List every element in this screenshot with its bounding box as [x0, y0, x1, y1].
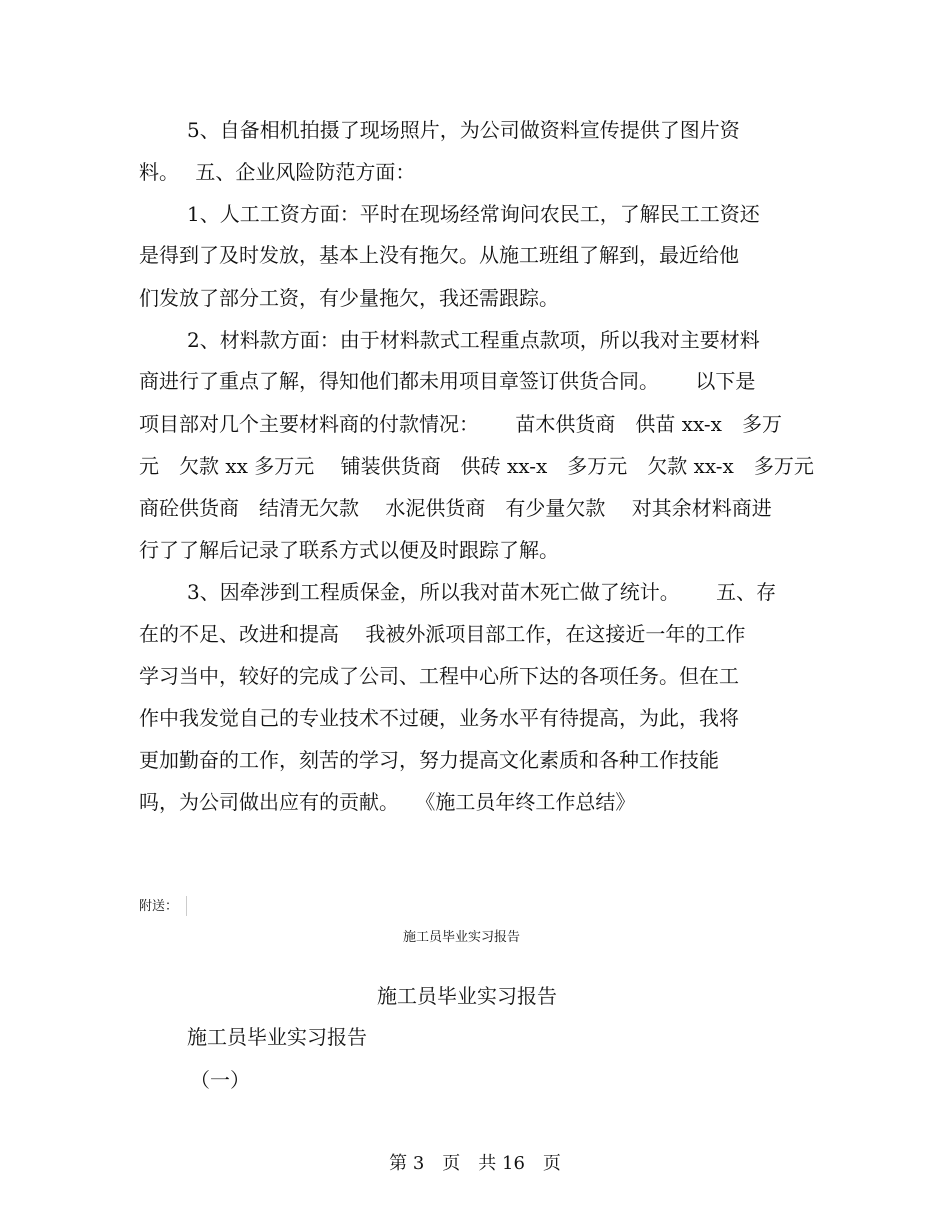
body-line-3: 1、人工工资方面：平时在现场经常询问农民工，了解民工工资还: [187, 202, 760, 226]
body-line-9: 元 欠款 xx 多万元 铺装供货商 供砖 xx-x 多万元 欠款 xx-x 多万元: [139, 454, 814, 478]
body-line-2: 料。 五、企业风险防范方面：: [139, 160, 416, 184]
body-line-1: 5、自备相机拍摄了现场照片，为公司做资料宣传提供了图片资: [187, 118, 740, 142]
body-line-17: 吗，为公司做出应有的贡献。 《施工员年终工作总结》: [139, 790, 636, 814]
body-line-13: 在的不足、改进和提高 我被外派项目部工作，在这接近一年的工作: [139, 622, 746, 646]
body-line-14: 学习当中，较好的完成了公司、工程中心所下达的各项任务。但在工: [139, 664, 739, 688]
body-line-15: 作中我发觉自己的专业技术不过硬，业务水平有待提高，为此，我将: [139, 706, 739, 730]
body-line-5: 们发放了部分工资，有少量拖欠，我还需跟踪。: [139, 286, 559, 310]
body-line-4: 是得到了及时发放，基本上没有拖欠。从施工班组了解到，最近给他: [139, 243, 739, 267]
body-line-7: 商进行了重点了解，得知他们都未用项目章签订供货合同。 以下是: [139, 369, 756, 393]
section-marker: （一）: [190, 1068, 250, 1092]
annex-label: 附送：: [139, 899, 179, 914]
annex-divider: [186, 896, 187, 916]
body-line-10: 商砼供货商 结清无欠款 水泥供货商 有少量欠款 对其余材料商进: [139, 496, 772, 520]
report-title: 施工员毕业实习报告: [377, 984, 557, 1008]
annex-small-title: 施工员毕业实习报告: [403, 930, 521, 945]
report-subtitle: 施工员毕业实习报告: [187, 1025, 367, 1049]
page-footer: 第 3 页 共 16 页: [389, 1153, 561, 1174]
body-line-16: 更加勤奋的工作，刻苦的学习，努力提高文化素质和各种工作技能: [139, 748, 719, 772]
body-line-12: 3、因牵涉到工程质保金，所以我对苗木死亡做了统计。 五、存: [187, 580, 777, 604]
body-line-11: 行了了解后记录了联系方式以便及时跟踪了解。: [139, 538, 559, 562]
body-line-8: 项目部对几个主要材料商的付款情况： 苗木供货商 供苗 xx-x 多万: [139, 412, 782, 436]
body-line-6: 2、材料款方面：由于材料款式工程重点款项，所以我对主要材料: [187, 328, 760, 352]
